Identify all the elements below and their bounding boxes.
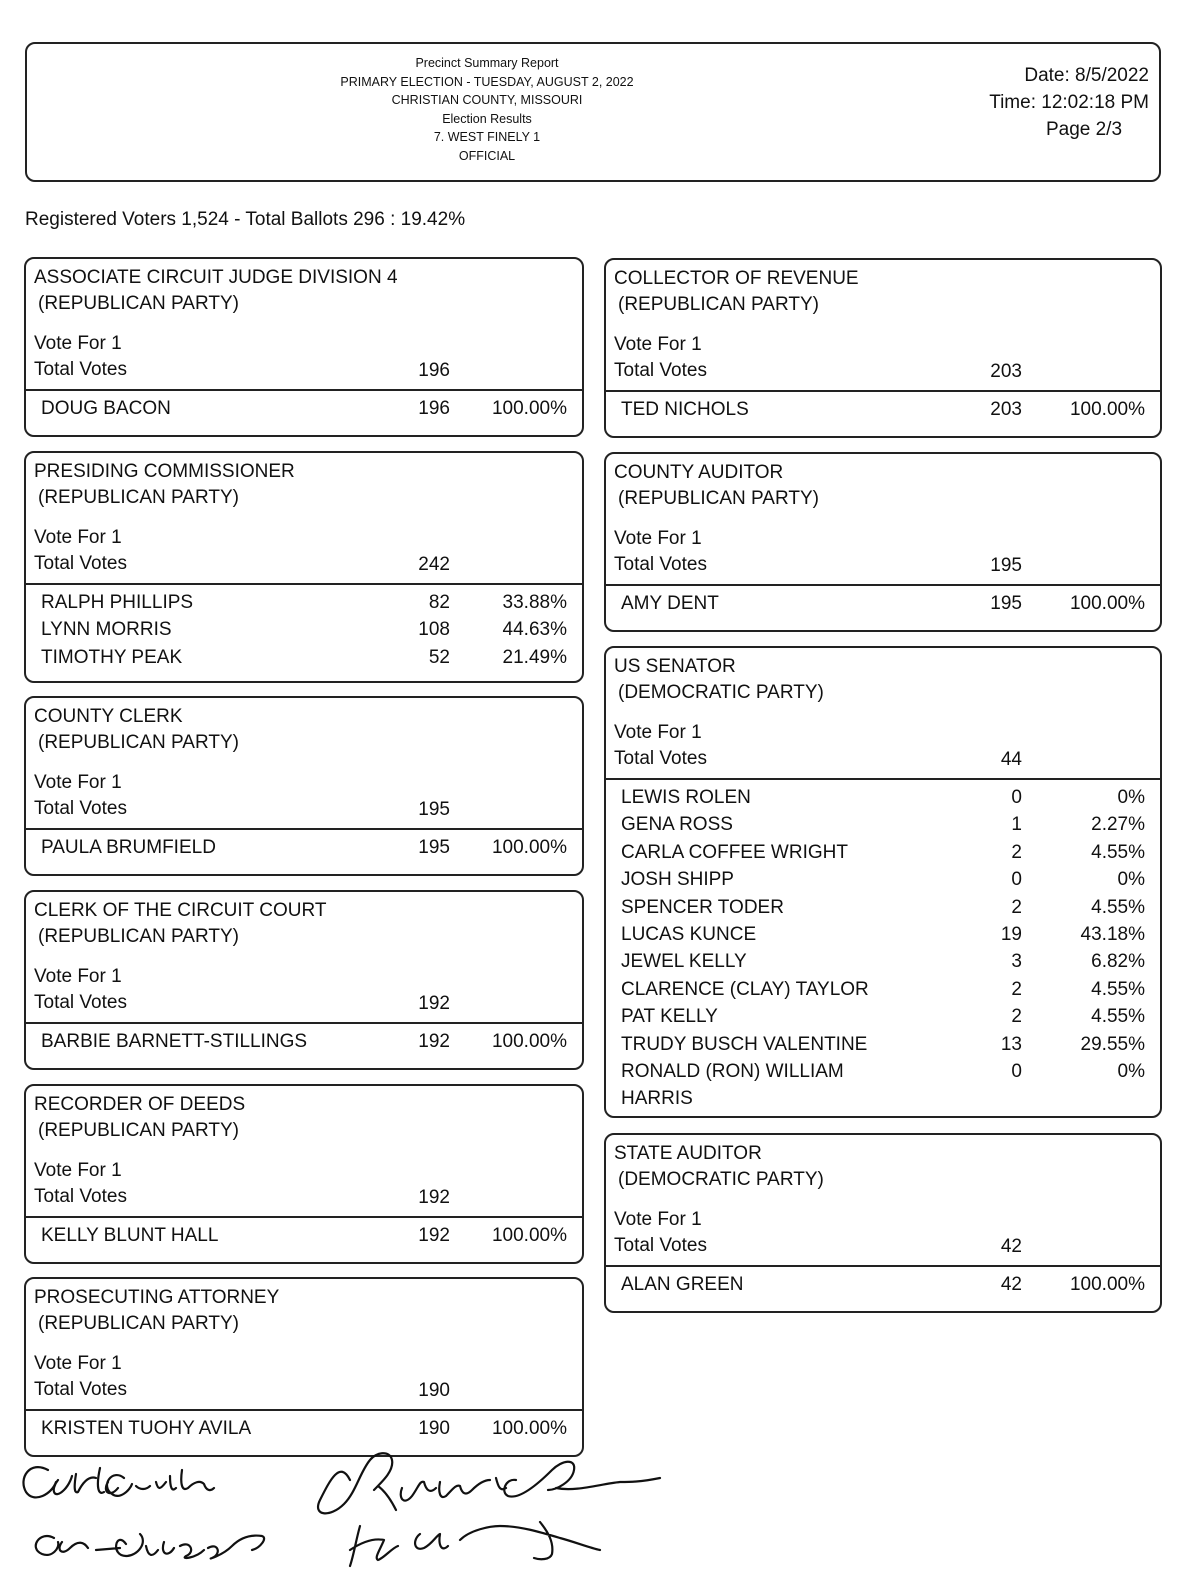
candidate-name: JEWEL KELLY xyxy=(621,951,747,973)
candidate-votes: 108 xyxy=(418,619,450,641)
contest-box xyxy=(24,1084,584,1264)
contest-title: CLERK OF THE CIRCUIT COURT xyxy=(34,900,327,921)
candidate-row xyxy=(621,869,1145,896)
candidate-name: KELLY BLUNT HALL xyxy=(41,1225,219,1246)
contest-party: (REPUBLICAN PARTY) xyxy=(38,926,239,947)
vote-for-label: Vote For 1 xyxy=(614,1209,702,1230)
candidate-name: TIMOTHY PEAK xyxy=(41,646,183,668)
divider xyxy=(26,1409,582,1411)
candidate-name: DOUG BACON xyxy=(41,398,171,419)
candidate-percent: 100.00% xyxy=(491,1031,567,1052)
total-votes-value: 44 xyxy=(1000,749,1022,770)
results-label: Election Results xyxy=(442,111,532,126)
candidate-percent: 4.55% xyxy=(1091,978,1145,1000)
total-votes-label: Total Votes xyxy=(614,360,707,381)
candidate-name: LEWIS ROLEN xyxy=(621,787,751,808)
total-votes-value: 192 xyxy=(418,1187,450,1208)
total-votes-label: Total Votes xyxy=(34,992,127,1013)
divider xyxy=(606,584,1160,586)
candidate-row xyxy=(621,979,1145,1006)
registration-summary: Registered Voters 1,524 - Total Ballots 296 : 19.42% xyxy=(25,209,466,230)
candidate-name: KRISTEN TUOHY AVILA xyxy=(41,1418,252,1439)
candidate-percent: 6.82% xyxy=(1091,951,1145,973)
candidate-percent: 33.88% xyxy=(502,592,567,613)
candidate-percent: 100.00% xyxy=(491,398,567,419)
total-votes-label: Total Votes xyxy=(34,359,127,380)
candidate-percent: 0% xyxy=(1117,869,1145,891)
candidate-row xyxy=(41,1031,567,1058)
candidate-votes: 0 xyxy=(1011,787,1022,808)
divider xyxy=(26,828,582,830)
total-votes-value: 242 xyxy=(418,554,450,575)
contest-title: COUNTY CLERK xyxy=(34,706,183,727)
candidate-percent: 4.55% xyxy=(1091,1006,1145,1028)
candidate-percent: 0% xyxy=(1117,787,1145,808)
county-name: CHRISTIAN COUNTY, MISSOURI xyxy=(391,93,583,108)
report-title-block xyxy=(317,54,657,166)
candidate-row xyxy=(621,399,1145,426)
candidate-row-continued xyxy=(621,1088,1145,1115)
candidate-percent: 100.00% xyxy=(1069,1274,1145,1295)
total-votes-label: Total Votes xyxy=(34,1186,127,1207)
total-votes-label: Total Votes xyxy=(614,1235,707,1256)
contest-title: PROSECUTING ATTORNEY xyxy=(34,1287,280,1308)
contest-party: (REPUBLICAN PARTY) xyxy=(38,732,239,753)
candidate-name: LUCAS KUNCE xyxy=(621,924,757,945)
candidate-name: LYNN MORRIS xyxy=(41,619,172,641)
vote-for-label: Vote For 1 xyxy=(614,528,702,549)
candidate-votes: 2 xyxy=(1011,978,1022,1000)
total-votes-label: Total Votes xyxy=(34,1379,127,1400)
report-date: Date: 8/5/2022 xyxy=(1024,65,1149,86)
candidate-percent: 29.55% xyxy=(1080,1033,1145,1055)
candidate-votes: 192 xyxy=(418,1031,450,1052)
candidate-row xyxy=(41,837,567,864)
contest-box xyxy=(604,1133,1162,1313)
candidate-votes: 0 xyxy=(1011,869,1022,891)
total-votes-label: Total Votes xyxy=(34,798,127,819)
candidate-votes: 190 xyxy=(418,1418,450,1439)
candidate-name: CARLA COFFEE WRIGHT xyxy=(621,841,848,863)
signatures xyxy=(0,1430,700,1574)
candidate-name: PAT KELLY xyxy=(621,1006,718,1028)
candidate-votes: 195 xyxy=(418,837,450,858)
candidate-row xyxy=(621,787,1145,814)
candidate-row xyxy=(621,897,1145,924)
candidate-row xyxy=(621,1274,1145,1301)
total-votes-label: Total Votes xyxy=(614,748,707,769)
contest-title: COLLECTOR OF REVENUE xyxy=(614,268,859,289)
contest-title: RECORDER OF DEEDS xyxy=(34,1094,246,1115)
candidate-percent: 100.00% xyxy=(491,1418,567,1439)
candidate-votes: 196 xyxy=(418,398,450,419)
total-votes-value: 195 xyxy=(418,799,450,820)
candidate-name: CLARENCE (CLAY) TAYLOR xyxy=(621,978,869,1000)
candidate-row xyxy=(621,814,1145,841)
candidate-votes: 13 xyxy=(1000,1033,1022,1055)
report-time: Time: 12:02:18 PM xyxy=(989,92,1149,113)
page-number: Page 2/3 xyxy=(1045,119,1123,140)
divider xyxy=(26,1022,582,1024)
candidate-votes: 82 xyxy=(428,592,450,613)
candidate-votes: 2 xyxy=(1011,1006,1022,1028)
divider xyxy=(606,390,1160,392)
candidate-row xyxy=(41,647,567,674)
candidate-votes: 2 xyxy=(1011,841,1022,863)
contest-box xyxy=(24,696,584,876)
candidate-name: PAULA BRUMFIELD xyxy=(41,837,216,858)
candidate-row xyxy=(41,592,567,619)
candidate-row xyxy=(41,1225,567,1252)
candidate-row xyxy=(621,842,1145,869)
contest-title: PRESIDING COMMISSIONER xyxy=(34,461,295,482)
candidate-percent: 2.27% xyxy=(1091,814,1145,836)
vote-for-label: Vote For 1 xyxy=(34,1160,122,1181)
total-votes-value: 203 xyxy=(990,361,1022,382)
candidate-votes: 42 xyxy=(1000,1274,1022,1295)
candidate-percent: 100.00% xyxy=(1069,593,1145,614)
candidate-name: RALPH PHILLIPS xyxy=(41,592,194,613)
total-votes-value: 42 xyxy=(1000,1236,1022,1257)
election-name: PRIMARY ELECTION - TUESDAY, AUGUST 2, 2022 xyxy=(340,74,634,89)
candidate-name: SPENCER TODER xyxy=(621,896,784,918)
contest-box xyxy=(604,646,1162,1118)
candidate-percent: 4.55% xyxy=(1091,841,1145,863)
candidate-votes: 0 xyxy=(1011,1061,1022,1082)
total-votes-value: 195 xyxy=(990,555,1022,576)
candidate-name: ALAN GREEN xyxy=(621,1274,744,1295)
candidate-row xyxy=(41,619,567,646)
contest-title: ASSOCIATE CIRCUIT JUDGE DIVISION 4 xyxy=(34,267,398,288)
divider xyxy=(606,778,1160,780)
vote-for-label: Vote For 1 xyxy=(34,772,122,793)
precinct-name: 7. WEST FINELY 1 xyxy=(433,130,541,145)
contest-party: (REPUBLICAN PARTY) xyxy=(38,487,239,508)
candidate-name: BARBIE BARNETT-STILLINGS xyxy=(41,1031,308,1052)
contest-title: STATE AUDITOR xyxy=(614,1143,762,1164)
vote-for-label: Vote For 1 xyxy=(34,1353,122,1374)
candidate-row xyxy=(621,593,1145,620)
official-label: OFFICIAL xyxy=(458,148,516,163)
contest-box xyxy=(604,258,1162,438)
candidate-votes: 1 xyxy=(1011,814,1022,836)
contest-box xyxy=(24,451,584,683)
candidate-name: AMY DENT xyxy=(621,593,719,614)
candidate-name: GENA ROSS xyxy=(621,814,733,836)
divider xyxy=(26,583,582,585)
candidate-votes: 3 xyxy=(1011,951,1022,973)
contest-party: (REPUBLICAN PARTY) xyxy=(38,1313,239,1334)
report-title: Precinct Summary Report xyxy=(415,56,559,70)
candidate-name: JOSH SHIPP xyxy=(621,869,734,891)
candidate-row xyxy=(621,1061,1145,1088)
divider xyxy=(606,1265,1160,1267)
contest-title: US SENATOR xyxy=(614,656,736,677)
vote-for-label: Vote For 1 xyxy=(34,966,122,987)
total-votes-label: Total Votes xyxy=(614,554,707,575)
contest-party: (DEMOCRATIC PARTY) xyxy=(618,1169,824,1190)
contest-title: COUNTY AUDITOR xyxy=(614,462,784,483)
candidate-row xyxy=(621,951,1145,978)
contest-party: (REPUBLICAN PARTY) xyxy=(618,294,819,315)
vote-for-label: Vote For 1 xyxy=(614,334,702,355)
contest-party: (REPUBLICAN PARTY) xyxy=(618,488,819,509)
candidate-votes: 19 xyxy=(1000,924,1022,945)
contest-party: (REPUBLICAN PARTY) xyxy=(38,293,239,314)
candidate-votes: 192 xyxy=(418,1225,450,1246)
contest-box xyxy=(24,257,584,437)
candidate-row xyxy=(621,924,1145,951)
candidate-votes: 203 xyxy=(990,399,1022,420)
candidate-percent: 100.00% xyxy=(491,837,567,858)
contest-box xyxy=(24,890,584,1070)
candidate-percent: 100.00% xyxy=(491,1225,567,1246)
contest-party: (DEMOCRATIC PARTY) xyxy=(618,682,824,703)
candidate-name: TRUDY BUSCH VALENTINE xyxy=(621,1033,868,1055)
candidate-percent: 44.63% xyxy=(502,619,567,641)
vote-for-label: Vote For 1 xyxy=(614,722,702,743)
candidate-name-continued: HARRIS xyxy=(621,1088,693,1110)
vote-for-label: Vote For 1 xyxy=(34,333,122,354)
candidate-percent: 0% xyxy=(1117,1061,1145,1082)
total-votes-value: 196 xyxy=(418,360,450,381)
candidate-row xyxy=(41,398,567,425)
candidate-votes: 2 xyxy=(1011,896,1022,918)
candidate-percent: 100.00% xyxy=(1069,399,1145,420)
contest-party: (REPUBLICAN PARTY) xyxy=(38,1120,239,1141)
divider xyxy=(26,1216,582,1218)
vote-for-label: Vote For 1 xyxy=(34,527,122,548)
candidate-percent: 43.18% xyxy=(1080,924,1145,945)
total-votes-value: 192 xyxy=(418,993,450,1014)
candidate-votes: 52 xyxy=(428,646,450,668)
candidate-percent: 21.49% xyxy=(502,646,567,668)
candidate-votes: 195 xyxy=(990,593,1022,614)
divider xyxy=(26,389,582,391)
candidate-name: RONALD (RON) WILLIAM xyxy=(621,1061,844,1082)
report-header xyxy=(25,42,1161,182)
candidate-row xyxy=(621,1006,1145,1033)
report-meta xyxy=(949,62,1149,143)
candidate-percent: 4.55% xyxy=(1091,896,1145,918)
total-votes-value: 190 xyxy=(418,1380,450,1401)
total-votes-label: Total Votes xyxy=(34,553,127,574)
contest-box xyxy=(604,452,1162,632)
candidate-row xyxy=(621,1034,1145,1061)
candidate-name: TED NICHOLS xyxy=(621,399,749,420)
